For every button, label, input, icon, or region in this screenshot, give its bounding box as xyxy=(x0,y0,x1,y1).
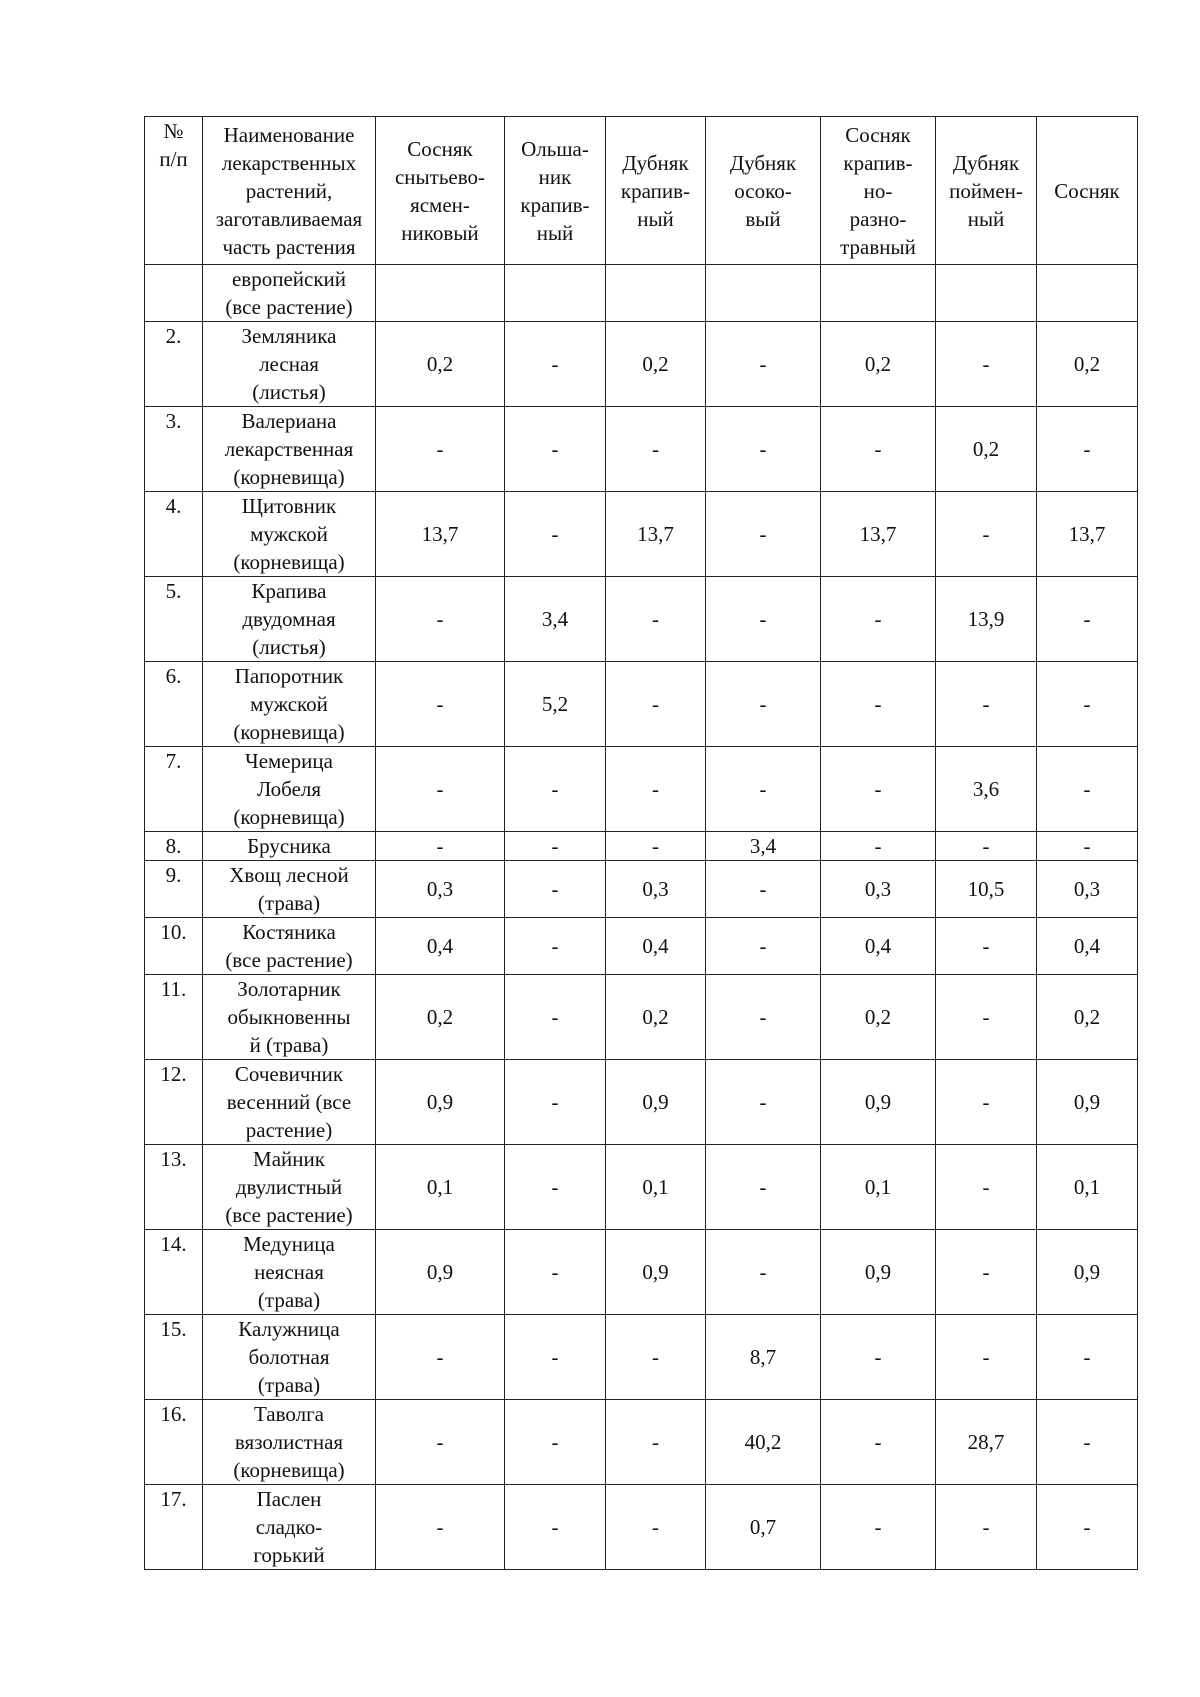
value-cell: 0,9 xyxy=(821,1060,936,1145)
header-number: № п/п xyxy=(145,117,203,265)
value-cell: 3,4 xyxy=(505,577,606,662)
value-cell: - xyxy=(706,975,821,1060)
row-number: 4. xyxy=(145,492,203,577)
value-cell: 0,3 xyxy=(606,861,706,918)
value-cell: 0,9 xyxy=(1037,1060,1138,1145)
value-cell: 3,4 xyxy=(706,832,821,861)
header-plant-name: Наименование лекарственных растений, заготавливаемая часть растения xyxy=(203,117,376,265)
value-cell: - xyxy=(376,1315,505,1400)
value-cell: - xyxy=(706,861,821,918)
value-cell: - xyxy=(706,492,821,577)
value-cell: 0,2 xyxy=(606,322,706,407)
value-cell: 13,9 xyxy=(936,577,1037,662)
value-cell: - xyxy=(376,747,505,832)
value-cell: 0,7 xyxy=(706,1485,821,1570)
plant-name: Хвощ лесной (трава) xyxy=(203,861,376,918)
plant-name: Калужница болотная (трава) xyxy=(203,1315,376,1400)
row-number: 12. xyxy=(145,1060,203,1145)
value-cell: - xyxy=(505,832,606,861)
value-cell: - xyxy=(936,832,1037,861)
table-header-row xyxy=(145,117,1138,265)
value-cell: 0,9 xyxy=(606,1230,706,1315)
value-cell: - xyxy=(1037,1400,1138,1485)
value-cell: - xyxy=(936,975,1037,1060)
table-body xyxy=(145,265,1138,1570)
value-cell: - xyxy=(1037,747,1138,832)
value-cell: - xyxy=(936,1230,1037,1315)
row-number: 3. xyxy=(145,407,203,492)
value-cell: - xyxy=(606,1315,706,1400)
value-cell: - xyxy=(505,1400,606,1485)
header-column-3: Дубняк крапив- ный xyxy=(606,117,706,265)
value-cell: - xyxy=(505,322,606,407)
value-cell xyxy=(606,265,706,322)
value-cell: - xyxy=(821,1315,936,1400)
value-cell: 0,4 xyxy=(821,918,936,975)
value-cell: - xyxy=(936,1315,1037,1400)
row-number: 15. xyxy=(145,1315,203,1400)
value-cell: - xyxy=(606,577,706,662)
value-cell: 0,9 xyxy=(606,1060,706,1145)
value-cell xyxy=(376,265,505,322)
row-number xyxy=(145,265,203,322)
value-cell: - xyxy=(821,662,936,747)
row-number: 7. xyxy=(145,747,203,832)
value-cell: - xyxy=(706,407,821,492)
value-cell: - xyxy=(505,1145,606,1230)
row-number: 11. xyxy=(145,975,203,1060)
table-row xyxy=(145,1060,1138,1145)
plants-table xyxy=(144,116,1138,1570)
value-cell: - xyxy=(505,861,606,918)
value-cell: - xyxy=(505,1060,606,1145)
value-cell: 0,1 xyxy=(821,1145,936,1230)
value-cell: 0,1 xyxy=(1037,1145,1138,1230)
table-row xyxy=(145,975,1138,1060)
value-cell: 10,5 xyxy=(936,861,1037,918)
plant-name: Сочевичник весенний (все растение) xyxy=(203,1060,376,1145)
value-cell: - xyxy=(606,747,706,832)
value-cell: 0,4 xyxy=(606,918,706,975)
value-cell: - xyxy=(706,662,821,747)
value-cell: 13,7 xyxy=(376,492,505,577)
plant-name: Крапива двудомная (листья) xyxy=(203,577,376,662)
value-cell: - xyxy=(376,1400,505,1485)
plant-name: Паслен сладко- горький xyxy=(203,1485,376,1570)
value-cell: - xyxy=(606,662,706,747)
value-cell: - xyxy=(821,577,936,662)
value-cell xyxy=(936,265,1037,322)
value-cell: - xyxy=(821,1400,936,1485)
value-cell: - xyxy=(821,747,936,832)
value-cell: - xyxy=(936,492,1037,577)
value-cell: 0,3 xyxy=(821,861,936,918)
value-cell: 0,1 xyxy=(376,1145,505,1230)
table-row xyxy=(145,1145,1138,1230)
value-cell: 28,7 xyxy=(936,1400,1037,1485)
value-cell: 0,2 xyxy=(376,322,505,407)
table-row xyxy=(145,1400,1138,1485)
value-cell: - xyxy=(376,577,505,662)
plant-name: Майник двулистный (все растение) xyxy=(203,1145,376,1230)
value-cell: - xyxy=(505,1485,606,1570)
table-row xyxy=(145,1485,1138,1570)
value-cell: 13,7 xyxy=(1037,492,1138,577)
table-row xyxy=(145,1315,1138,1400)
row-number: 2. xyxy=(145,322,203,407)
table-row xyxy=(145,265,1138,322)
value-cell: 0,2 xyxy=(376,975,505,1060)
value-cell: 13,7 xyxy=(606,492,706,577)
value-cell: - xyxy=(376,407,505,492)
value-cell: - xyxy=(606,1400,706,1485)
value-cell: 0,2 xyxy=(606,975,706,1060)
table-row xyxy=(145,918,1138,975)
value-cell: - xyxy=(1037,407,1138,492)
table-row xyxy=(145,407,1138,492)
value-cell: - xyxy=(505,1315,606,1400)
value-cell: - xyxy=(505,407,606,492)
plant-name: Медуница неясная (трава) xyxy=(203,1230,376,1315)
value-cell: - xyxy=(505,1230,606,1315)
value-cell: - xyxy=(936,918,1037,975)
table-row xyxy=(145,747,1138,832)
value-cell: - xyxy=(505,492,606,577)
value-cell: - xyxy=(936,662,1037,747)
value-cell: 13,7 xyxy=(821,492,936,577)
value-cell: - xyxy=(936,1060,1037,1145)
value-cell: - xyxy=(376,1485,505,1570)
value-cell: - xyxy=(706,577,821,662)
header-column-2: Ольша- ник крапив- ный xyxy=(505,117,606,265)
plant-name: Щитовник мужской (корневища) xyxy=(203,492,376,577)
value-cell: - xyxy=(706,322,821,407)
plant-name: Таволга вязолистная (корневища) xyxy=(203,1400,376,1485)
plant-name: Костяника (все растение) xyxy=(203,918,376,975)
row-number: 13. xyxy=(145,1145,203,1230)
row-number: 8. xyxy=(145,832,203,861)
header-column-6: Дубняк поймен- ный xyxy=(936,117,1037,265)
row-number: 5. xyxy=(145,577,203,662)
table-row xyxy=(145,577,1138,662)
table-row xyxy=(145,492,1138,577)
value-cell xyxy=(505,265,606,322)
value-cell: - xyxy=(1037,662,1138,747)
value-cell: 0,2 xyxy=(821,975,936,1060)
value-cell xyxy=(821,265,936,322)
value-cell: - xyxy=(376,662,505,747)
header-column-5: Сосняк крапив- но- разно- травный xyxy=(821,117,936,265)
value-cell: - xyxy=(505,918,606,975)
row-number: 16. xyxy=(145,1400,203,1485)
row-number: 17. xyxy=(145,1485,203,1570)
value-cell: 0,1 xyxy=(606,1145,706,1230)
plant-name: Чемерица Лобеля (корневища) xyxy=(203,747,376,832)
value-cell: 0,9 xyxy=(821,1230,936,1315)
value-cell: 0,2 xyxy=(1037,322,1138,407)
value-cell: - xyxy=(1037,1485,1138,1570)
value-cell: - xyxy=(821,1485,936,1570)
row-number: 14. xyxy=(145,1230,203,1315)
table-row xyxy=(145,832,1138,861)
value-cell: - xyxy=(606,832,706,861)
value-cell: - xyxy=(1037,1315,1138,1400)
value-cell: 0,2 xyxy=(936,407,1037,492)
header-column-1: Сосняк снытьево- ясмен- никовый xyxy=(376,117,505,265)
table-row xyxy=(145,322,1138,407)
value-cell: - xyxy=(1037,832,1138,861)
value-cell: 0,2 xyxy=(1037,975,1138,1060)
value-cell: 3,6 xyxy=(936,747,1037,832)
header-column-7: Сосняк xyxy=(1037,117,1138,265)
value-cell: 0,9 xyxy=(1037,1230,1138,1315)
table-row xyxy=(145,1230,1138,1315)
value-cell: - xyxy=(821,407,936,492)
plant-name: Валериана лекарственная (корневища) xyxy=(203,407,376,492)
plant-name: Папоротник мужской (корневища) xyxy=(203,662,376,747)
value-cell: - xyxy=(606,407,706,492)
row-number: 6. xyxy=(145,662,203,747)
row-number: 9. xyxy=(145,861,203,918)
value-cell: 8,7 xyxy=(706,1315,821,1400)
value-cell: 0,9 xyxy=(376,1230,505,1315)
table-row xyxy=(145,662,1138,747)
value-cell: 5,2 xyxy=(505,662,606,747)
value-cell: - xyxy=(821,832,936,861)
value-cell: 0,4 xyxy=(376,918,505,975)
value-cell: - xyxy=(706,918,821,975)
value-cell: - xyxy=(936,322,1037,407)
value-cell: - xyxy=(706,747,821,832)
value-cell: 0,2 xyxy=(821,322,936,407)
value-cell: 0,4 xyxy=(1037,918,1138,975)
value-cell: - xyxy=(505,747,606,832)
row-number: 10. xyxy=(145,918,203,975)
value-cell: - xyxy=(376,832,505,861)
plant-name: европейский (все растение) xyxy=(203,265,376,322)
value-cell: - xyxy=(706,1145,821,1230)
value-cell: - xyxy=(706,1230,821,1315)
plant-name: Земляника лесная (листья) xyxy=(203,322,376,407)
table-row xyxy=(145,861,1138,918)
value-cell: - xyxy=(606,1485,706,1570)
value-cell: 0,9 xyxy=(376,1060,505,1145)
value-cell xyxy=(1037,265,1138,322)
value-cell: 0,3 xyxy=(1037,861,1138,918)
plant-name: Брусника xyxy=(203,832,376,861)
value-cell: 40,2 xyxy=(706,1400,821,1485)
value-cell: - xyxy=(1037,577,1138,662)
plant-name: Золотарник обыкновенны й (трава) xyxy=(203,975,376,1060)
value-cell: - xyxy=(936,1145,1037,1230)
value-cell: - xyxy=(505,975,606,1060)
header-column-4: Дубняк осоко- вый xyxy=(706,117,821,265)
value-cell: - xyxy=(936,1485,1037,1570)
value-cell: - xyxy=(706,1060,821,1145)
value-cell: 0,3 xyxy=(376,861,505,918)
value-cell xyxy=(706,265,821,322)
